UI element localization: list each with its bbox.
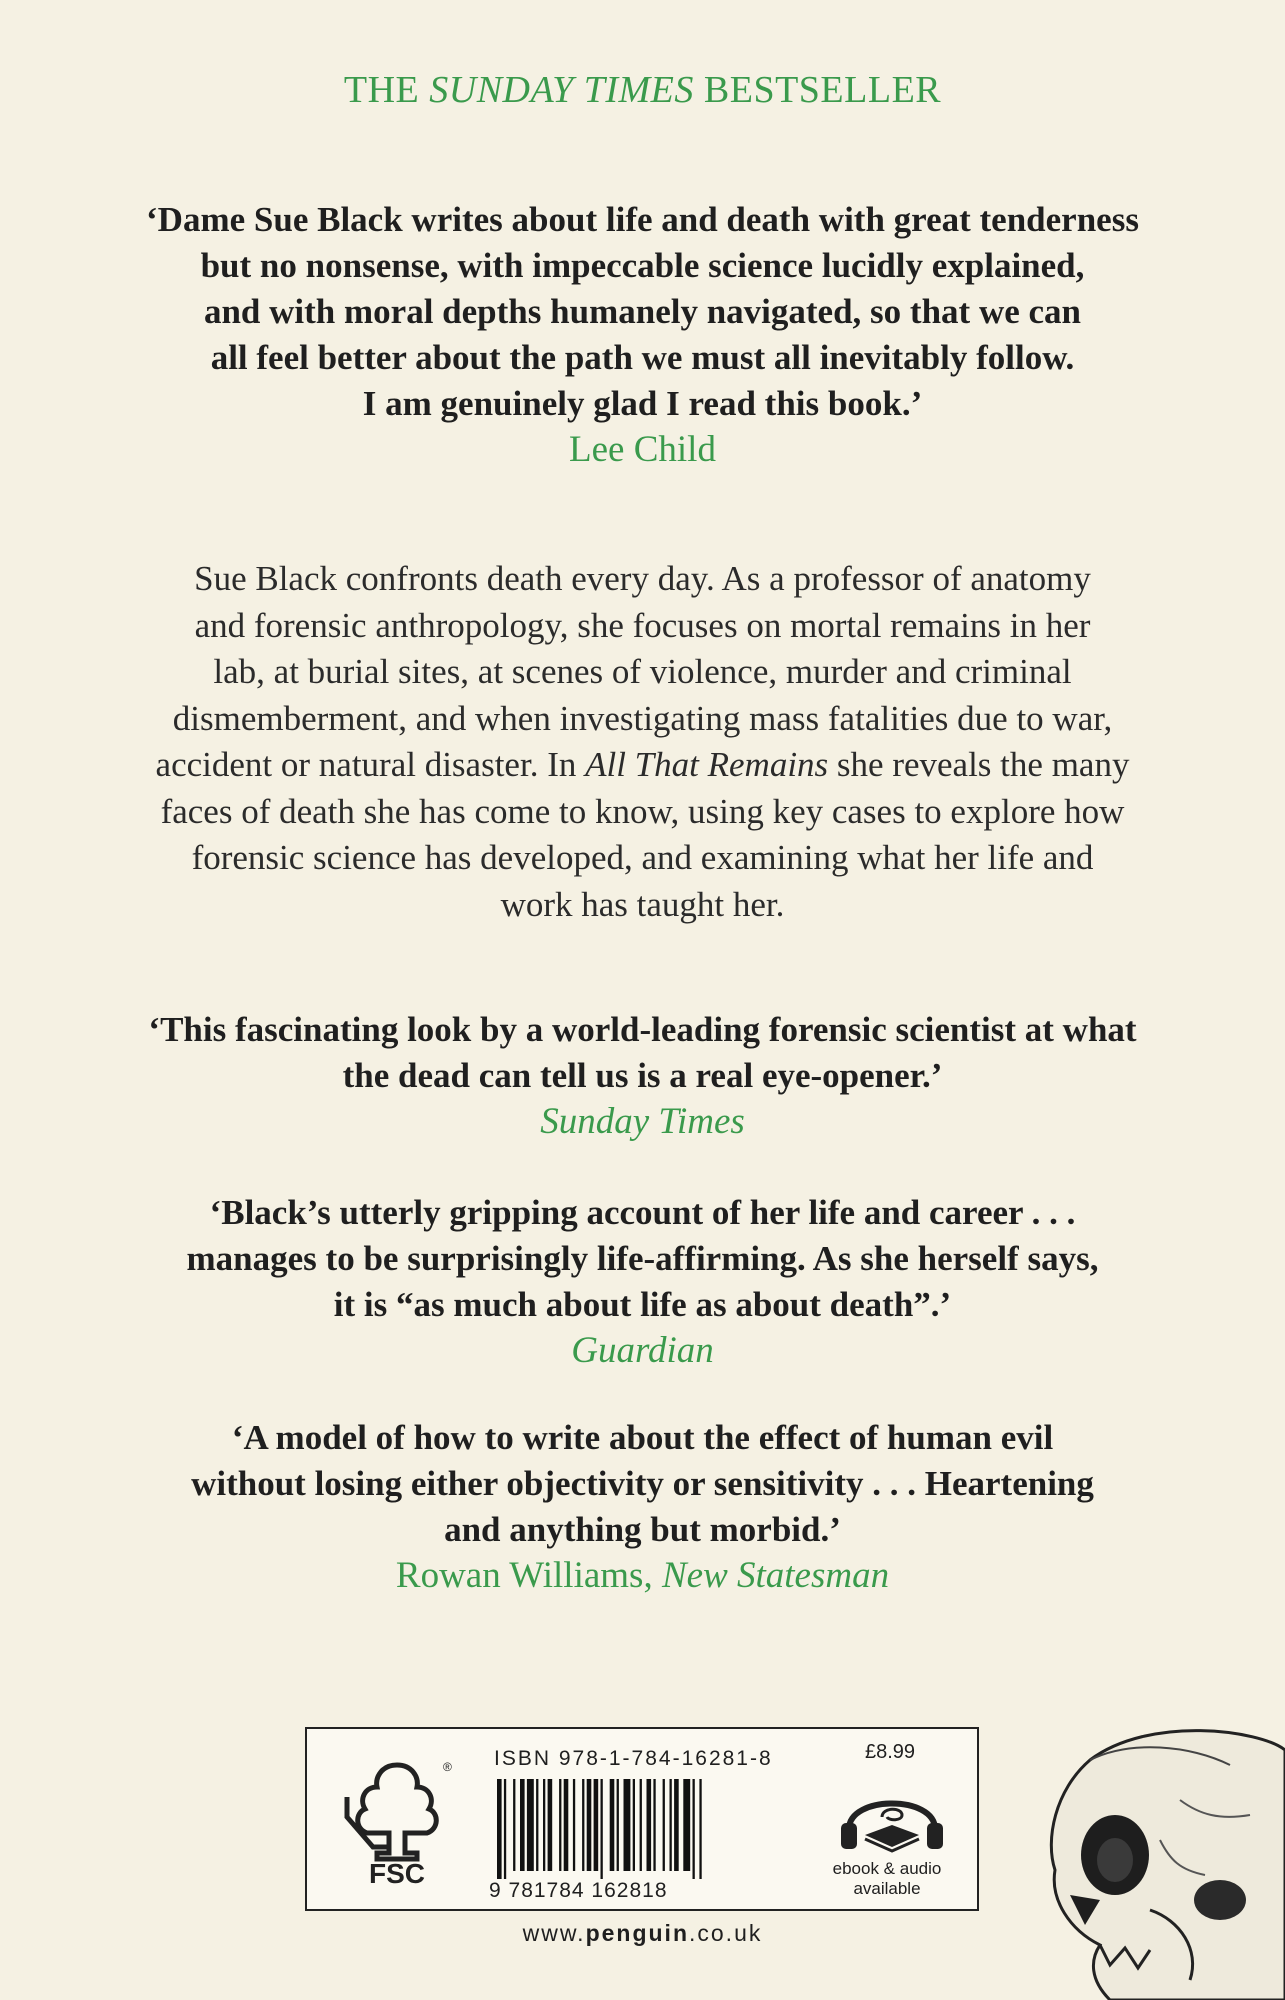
blurb-line: and forensic anthropology, she focuses on mortal remains in her — [194, 605, 1091, 645]
book-blurb — [95, 556, 1190, 928]
svg-text:FSC: FSC — [369, 1858, 425, 1887]
barcode-bar — [601, 1779, 603, 1879]
price-label: £8.99 — [865, 1741, 916, 1763]
barcode-bar — [520, 1779, 525, 1871]
blurb-line: dismemberment, and when investigating mass fatalities due to war, — [172, 698, 1113, 738]
barcode-bar — [663, 1779, 665, 1871]
quote-line: ‘Dame Sue Black writes about life and death with great tenderness — [146, 200, 1139, 239]
book-title: All That Remains — [585, 745, 829, 784]
quote-line: manages to be surprisingly life-affirming. As she herself says, — [186, 1239, 1099, 1278]
blurb-line: forensic science has developed, and examining what her life and — [191, 838, 1094, 877]
quote-line: ‘This fascinating look by a world-leading forensic scientist at what — [148, 1010, 1137, 1049]
barcode-bar — [640, 1779, 642, 1871]
barcode-digits: 9 781784 162818 — [489, 1879, 668, 1902]
quote-new-statesman — [60, 1415, 1225, 1599]
blurb-line: work has taught her. — [500, 884, 785, 924]
barcode-bar — [564, 1779, 569, 1871]
quote-attribution: Lee Child — [569, 429, 716, 470]
quote-attribution: Rowan Williams, New Statesman — [395, 1555, 890, 1596]
barcode-bar — [617, 1779, 619, 1871]
skull-illustration — [1030, 1720, 1285, 2000]
barcode-panel — [305, 1727, 979, 1911]
quote-line: ‘Black’s utterly gripping account of her life and career . . . — [209, 1193, 1076, 1232]
barcode-bar — [653, 1779, 655, 1871]
quote-line: it is “as much about life as about death”.’ — [333, 1285, 952, 1324]
barcode-bar — [670, 1779, 672, 1871]
quote-line: all feel better about the path we must all inevitably follow. — [210, 338, 1075, 377]
ebook-headphones-icon — [837, 1777, 947, 1857]
barcode-bar — [699, 1779, 701, 1879]
blurb-line: lab, at burial sites, at scenes of violence, murder and criminal — [213, 652, 1072, 691]
isbn-label: ISBN 978-1-784-16281-8 — [494, 1747, 773, 1770]
quote-line: I am genuinely glad I read this book.’ — [362, 384, 923, 423]
ebook-audio-label: ebook & audio available — [832, 1859, 942, 1898]
barcode-bar — [548, 1779, 553, 1871]
barcode-bar — [536, 1779, 538, 1871]
quote-attribution: Sunday Times — [540, 1101, 745, 1142]
bestseller-banner: THE SUNDAY TIMES BESTSELLER — [343, 69, 942, 111]
barcode-bar — [559, 1779, 561, 1871]
barcode-bar — [610, 1779, 615, 1871]
quote-lee-child — [60, 197, 1225, 473]
barcode-bar — [573, 1779, 575, 1871]
fsc-tree-icon — [337, 1757, 457, 1887]
quote-line: and anything but morbid.’ — [444, 1510, 841, 1549]
quote-attribution: Guardian — [571, 1330, 714, 1371]
svg-text:®: ® — [443, 1760, 452, 1774]
barcode-bar — [497, 1779, 502, 1879]
barcode-bar — [647, 1779, 652, 1871]
barcode-bar — [543, 1779, 545, 1871]
quote-line: ‘A model of how to write about the effect of human evil — [231, 1418, 1054, 1457]
barcode-bar — [587, 1779, 592, 1871]
barcode-bar — [693, 1779, 695, 1879]
quote-line: the dead can tell us is a real eye-opener.’ — [342, 1056, 943, 1095]
blurb-line: Sue Black confronts death every day. As a professor of anatomy — [194, 559, 1091, 598]
barcode-bar — [582, 1779, 584, 1871]
publisher-website: www.penguin.co.uk — [522, 1920, 763, 1946]
quote-line: but no nonsense, with impeccable science lucidly explained, — [200, 246, 1085, 285]
quote-sunday-times — [60, 1007, 1225, 1145]
barcode-bar — [594, 1779, 599, 1871]
barcode-bar — [504, 1779, 506, 1879]
quote-line: and with moral depths humanely navigated, so that we can — [203, 292, 1082, 331]
barcode-bar — [527, 1779, 534, 1871]
barcode-bar — [633, 1779, 635, 1871]
quote-guardian — [60, 1190, 1225, 1374]
blurb-line: faces of death she has come to know, using key cases to explore how — [160, 791, 1125, 831]
quote-line: without losing either objectivity or sensitivity . . . Heartening — [191, 1464, 1094, 1503]
barcode-bar — [513, 1779, 515, 1871]
barcode-bar — [674, 1779, 679, 1871]
barcode-bar — [683, 1779, 690, 1871]
barcode-bar — [624, 1779, 631, 1871]
barcode-icon — [495, 1779, 775, 1879]
blurb-line: accident or natural disaster. In All That Remains she reveals the many — [155, 745, 1130, 784]
